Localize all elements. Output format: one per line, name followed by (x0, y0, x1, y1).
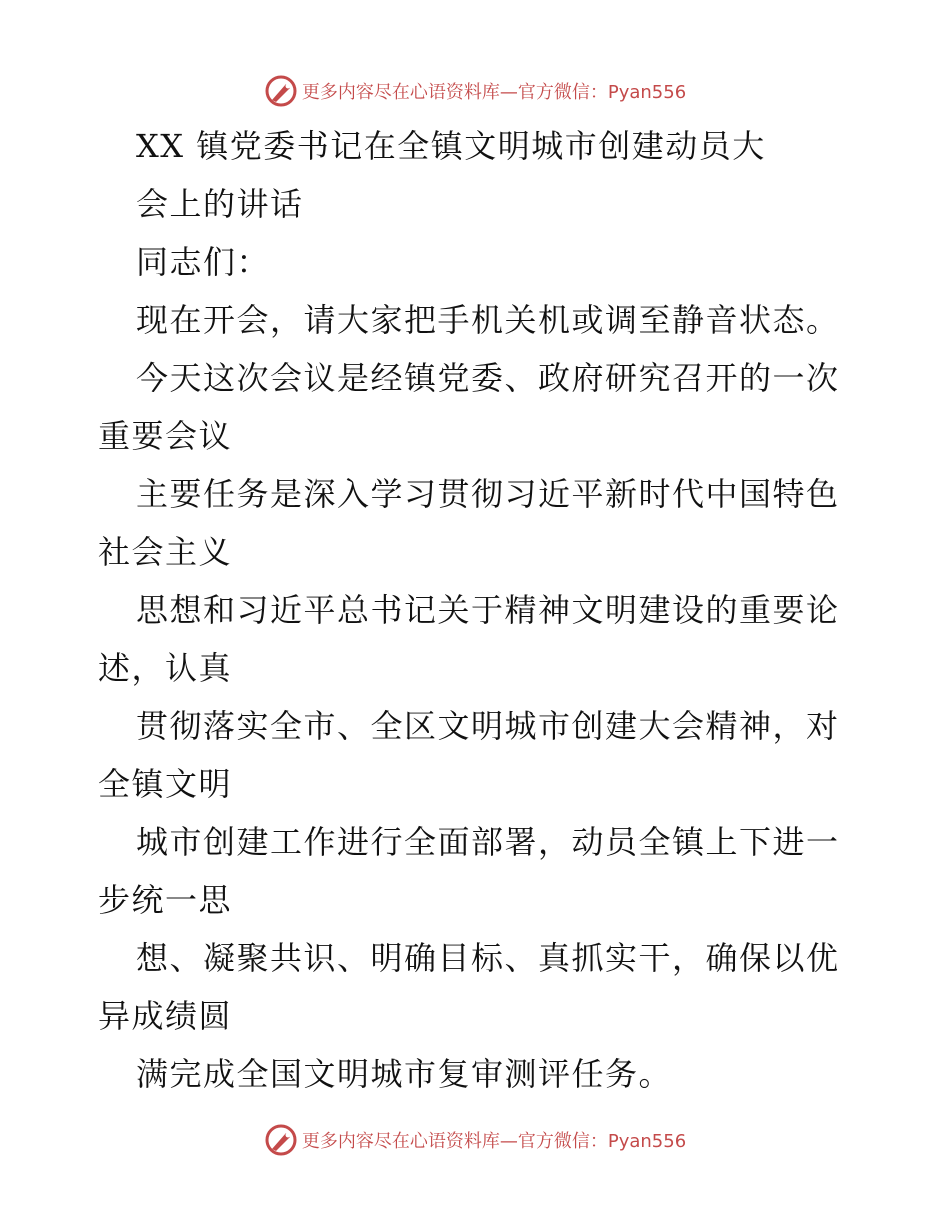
doc-line: 贯彻落实全市、全区文明城市创建大会精神，对 (136, 707, 840, 745)
doc-line: 想、凝聚共识、明确目标、真抓实干，确保以优 (136, 939, 840, 977)
watermark-text: 更多内容尽在心语资料库—官方微信：Pyan556 (301, 1131, 687, 1152)
doc-line: 主要任务是深入学习贯彻习近平新时代中国特色 (136, 475, 840, 513)
doc-line: 思想和习近平总书记关于精神文明建设的重要论 (136, 591, 840, 629)
doc-line: 重要会议 (98, 417, 233, 455)
doc-line: 同志们： (136, 243, 271, 281)
watermark-text: 更多内容尽在心语资料库—官方微信：Pyan556 (301, 82, 687, 103)
doc-line: 今天这次会议是经镇党委、政府研究召开的一次 (136, 359, 840, 397)
doc-line: 满完成全国文明城市复审测评任务。 (136, 1055, 673, 1093)
doc-line: 现在开会，请大家把手机关机或调至静音状态。 (136, 301, 840, 339)
doc-line: 述，认真 (98, 649, 233, 687)
doc-line: 会上的讲话 (136, 185, 304, 223)
doc-line: 全镇文明 (98, 765, 233, 803)
doc-line: 异成绩圆 (98, 997, 233, 1035)
doc-line: 城市创建工作进行全面部署，动员全镇上下进一 (136, 823, 840, 861)
doc-line: XX 镇党委书记在全镇文明城市创建动员大 (136, 127, 766, 165)
doc-line: 步统一思 (98, 881, 233, 919)
watermark-footer (0, 1120, 950, 1160)
pen-logo-icon (264, 1123, 298, 1157)
doc-line: 社会主义 (98, 533, 233, 571)
